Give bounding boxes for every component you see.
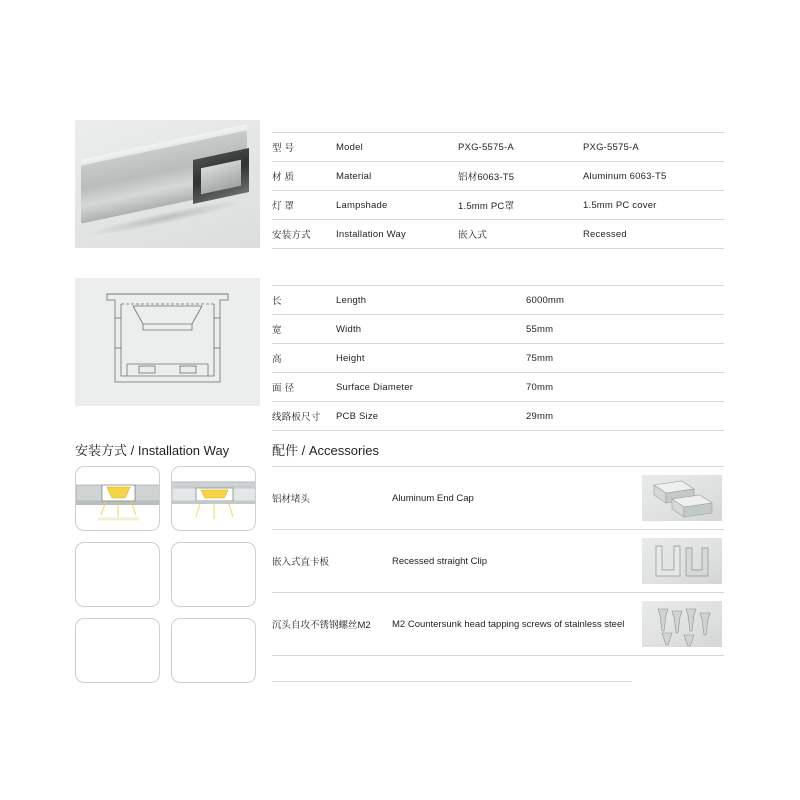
installation-heading-en: Installation Way [137,443,230,458]
model-row-0-en: Model [336,133,458,162]
install-diagram-recessed-plasterboard[interactable] [171,466,256,531]
install-diagram-empty-4[interactable] [171,542,256,607]
accessory-row-2-en: M2 Countersunk head tapping screws of stainless steel [392,593,642,656]
accessories-heading [272,440,379,459]
table-row [272,593,724,656]
install-diagram-recessed-ceiling-svg [76,467,160,531]
table-row [272,467,724,530]
model-row-2-value-cn: 1.5mm PC罩 [458,191,583,220]
installation-heading-cn: 安装方式 [75,443,128,458]
accessories-heading-sep: / [301,443,306,458]
table-row [272,286,724,315]
installation-heading [75,440,229,459]
dim-row-3-en: Surface Diameter [336,373,526,402]
screws-thumbnail-svg [642,601,722,647]
install-diagram-empty-3[interactable] [75,542,160,607]
table-row [272,191,724,220]
straight-clip-thumbnail-svg [642,538,722,584]
model-row-1-value-cn: 铝材6063-T5 [458,162,583,191]
dim-row-0-cn: 长 [272,286,336,315]
accessory-row-0-image-cell [642,467,724,530]
accessories-heading-cn: 配件 [272,443,299,458]
model-row-0-value-en: PXG-5575-A [583,133,724,162]
bottom-divider [272,681,632,682]
accessory-row-1-image-cell [642,530,724,593]
section-drawing-svg [75,278,260,406]
dim-row-2-en: Height [336,344,526,373]
install-diagram-recessed-plasterboard-svg [172,467,256,531]
product-photo [75,120,260,248]
installation-heading-sep: / [130,443,135,458]
installation-diagram-grid [75,466,261,684]
install-diagram-empty-6[interactable] [171,618,256,683]
model-row-1-value-en: Aluminum 6063-T5 [583,162,724,191]
model-row-2-cn: 灯 罩 [272,191,336,220]
dim-row-4-value: 29mm [526,402,724,431]
dim-row-1-value: 55mm [526,315,724,344]
model-row-2-value-en: 1.5mm PC cover [583,191,724,220]
section-drawing [75,278,260,406]
dim-row-3-cn: 面 径 [272,373,336,402]
model-row-2-en: Lampshade [336,191,458,220]
accessory-row-0-en: Aluminum End Cap [392,467,642,530]
table-row [272,133,724,162]
model-row-3-value-en: Recessed [583,220,724,249]
dim-row-4-cn: 线路板尺寸 [272,402,336,431]
table-row [272,315,724,344]
model-row-3-value-cn: 嵌入式 [458,220,583,249]
dim-row-2-cn: 高 [272,344,336,373]
dim-row-1-cn: 宽 [272,315,336,344]
install-diagram-empty-5[interactable] [75,618,160,683]
end-cap-thumbnail-svg [642,475,722,521]
dim-row-2-value: 75mm [526,344,724,373]
accessory-row-1-en: Recessed straight Clip [392,530,642,593]
table-row [272,162,724,191]
end-cap-thumbnail [642,475,722,521]
model-row-0-value-cn: PXG-5575-A [458,133,583,162]
table-row [272,344,724,373]
model-row-3-en: Installation Way [336,220,458,249]
model-row-1-cn: 材 质 [272,162,336,191]
straight-clip-thumbnail [642,538,722,584]
dim-row-1-en: Width [336,315,526,344]
model-spec-table [272,132,724,249]
accessory-row-2-cn: 沉头自攻不锈钢螺丝M2 [272,593,392,656]
dim-row-4-en: PCB Size [336,402,526,431]
model-row-0-cn: 型 号 [272,133,336,162]
accessories-table [272,466,724,656]
table-row [272,402,724,431]
accessory-row-0-cn: 铝材堵头 [272,467,392,530]
model-row-3-cn: 安装方式 [272,220,336,249]
model-row-1-en: Material [336,162,458,191]
table-row [272,373,724,402]
accessories-heading-en: Accessories [308,443,379,458]
table-row [272,220,724,249]
table-row [272,530,724,593]
screws-thumbnail [642,601,722,647]
dim-row-3-value: 70mm [526,373,724,402]
dim-row-0-value: 6000mm [526,286,724,315]
install-diagram-recessed-ceiling[interactable] [75,466,160,531]
dimension-spec-table [272,285,724,431]
dim-row-0-en: Length [336,286,526,315]
accessory-row-2-image-cell [642,593,724,656]
accessory-row-1-cn: 嵌入式直卡板 [272,530,392,593]
